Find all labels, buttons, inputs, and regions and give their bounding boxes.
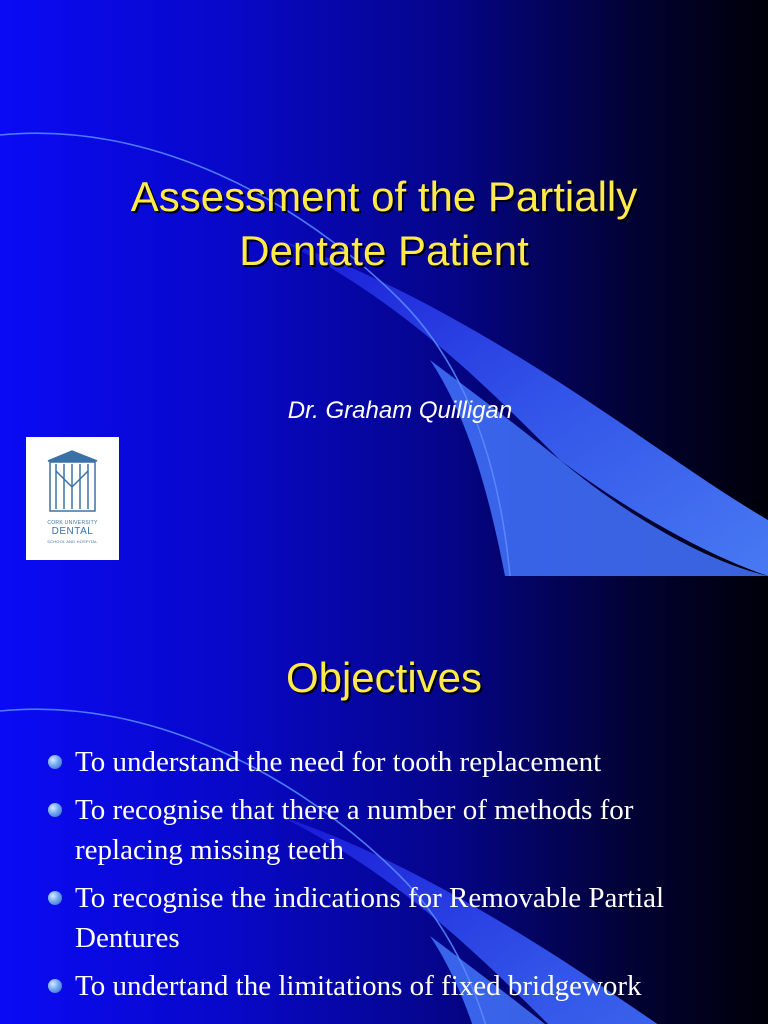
list-item-text: To understand the need for tooth replacement bbox=[75, 746, 602, 778]
logo-text-cork-university: CORK UNIVERSITY bbox=[47, 520, 98, 526]
bullet-icon bbox=[48, 891, 62, 905]
bullet-icon bbox=[48, 755, 62, 769]
logo-text-school-hospital: SCHOOL AND HOSPITAL bbox=[47, 539, 98, 544]
list-item bbox=[46, 742, 746, 782]
list-item bbox=[46, 878, 746, 958]
title-line-2: Dentate Patient bbox=[239, 227, 529, 274]
list-item-text: To undertand the limitations of fixed bridgework bbox=[75, 970, 642, 1002]
list-item bbox=[46, 790, 746, 870]
bullet-icon bbox=[48, 803, 62, 817]
list-item-text: To recognise that there a number of methods for replacing missing teeth bbox=[75, 794, 634, 866]
slide-heading: Objectives bbox=[285, 654, 483, 701]
list-item bbox=[46, 966, 746, 1006]
logo-text-dental: DENTAL bbox=[51, 526, 94, 537]
list-item-text: To recognise the indications for Removable Partial Dentures bbox=[75, 882, 665, 954]
objectives-list bbox=[46, 742, 746, 1014]
slide-title bbox=[40, 170, 728, 278]
presenter-name: Dr. Graham Quilligan bbox=[287, 397, 513, 424]
bullet-icon bbox=[48, 979, 62, 993]
title-line-1: Assessment of the Partially bbox=[130, 173, 638, 220]
dental-school-logo bbox=[26, 437, 119, 560]
